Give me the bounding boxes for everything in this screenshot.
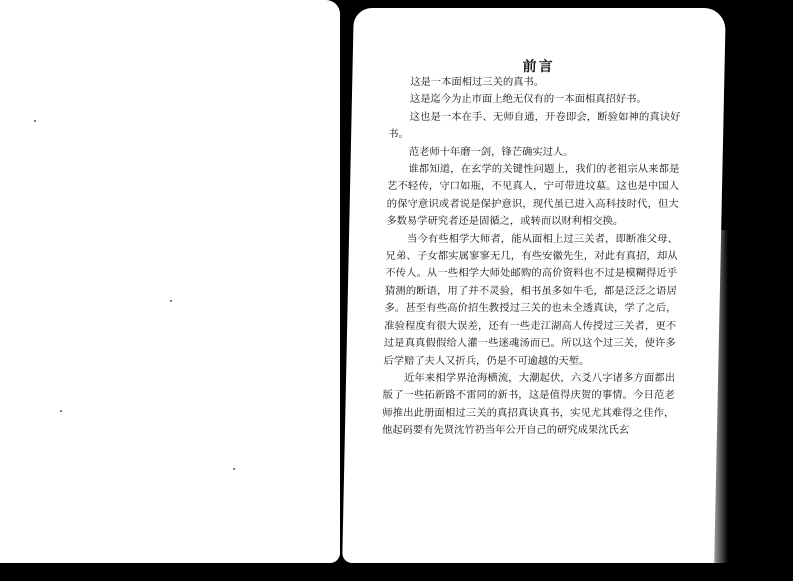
- right-text-page: [342, 8, 726, 563]
- speck: [233, 468, 235, 470]
- paragraph: 这也是一本在手、无师自通，开卷即会，断验如神的真诀好书。: [388, 110, 681, 141]
- paragraph: 这是迄今为止市面上绝无仅有的一本面相真招好书。: [409, 93, 647, 106]
- paragraph: 范老师十年磨一剑，锋芒确实过人。: [408, 145, 574, 158]
- speck: [34, 120, 36, 122]
- speck: [60, 410, 62, 412]
- preface-body: [382, 74, 682, 440]
- speck: [170, 300, 172, 302]
- paragraph: 这是一本面相过三关的真书。: [410, 76, 545, 88]
- left-blank-page: [0, 0, 340, 563]
- paragraph: 谁都知道，在玄学的关键性问题上，我们的老祖宗从来都是艺不轻传，守口如瓶，不见真人，宁可带进坟墓。这也是中国人的保守意识或者说是保护意识，现代虽已进入高科技时代，但大多数易学研究者还是固循之，或转而以财利相交换。: [386, 163, 680, 228]
- paragraph: 近年来相学界沧海横流，大潮起伏，六爻八字诸多方面都出版了一些拓新路不雷同的新书，这是值得庆贺的事情。今日范老师推出此册面相过三关的真招真诀真书，实见尤其难得之佳作，他起码要有先贤沈竹礽当年公开自己的研究成果沈氏玄: [381, 371, 676, 437]
- page-title: 前言: [522, 59, 555, 75]
- paragraph: 当今有些相学大师者，能从面相上过三关者，即断准父母、兄弟、子女都实属寥寥无几，有些安徽先生，对此有真招，却从不传人。从一些相学大师处邮购的高价资料也不过是模糊得近乎猜测的断语，用了并不灵验，相书虽多如牛毛，都是泛泛之语居多。甚至有些高价招生教授过三关的也未全透真诀，学了之后，准验程度有很大误差，还有一些走江湖高人传授过三关者，更不过是真真假假给人灌一些迷魂汤而已。所以这个过三关，使许多后学赔了夫人又折兵，仍是不可逾越的天堑。: [383, 232, 679, 367]
